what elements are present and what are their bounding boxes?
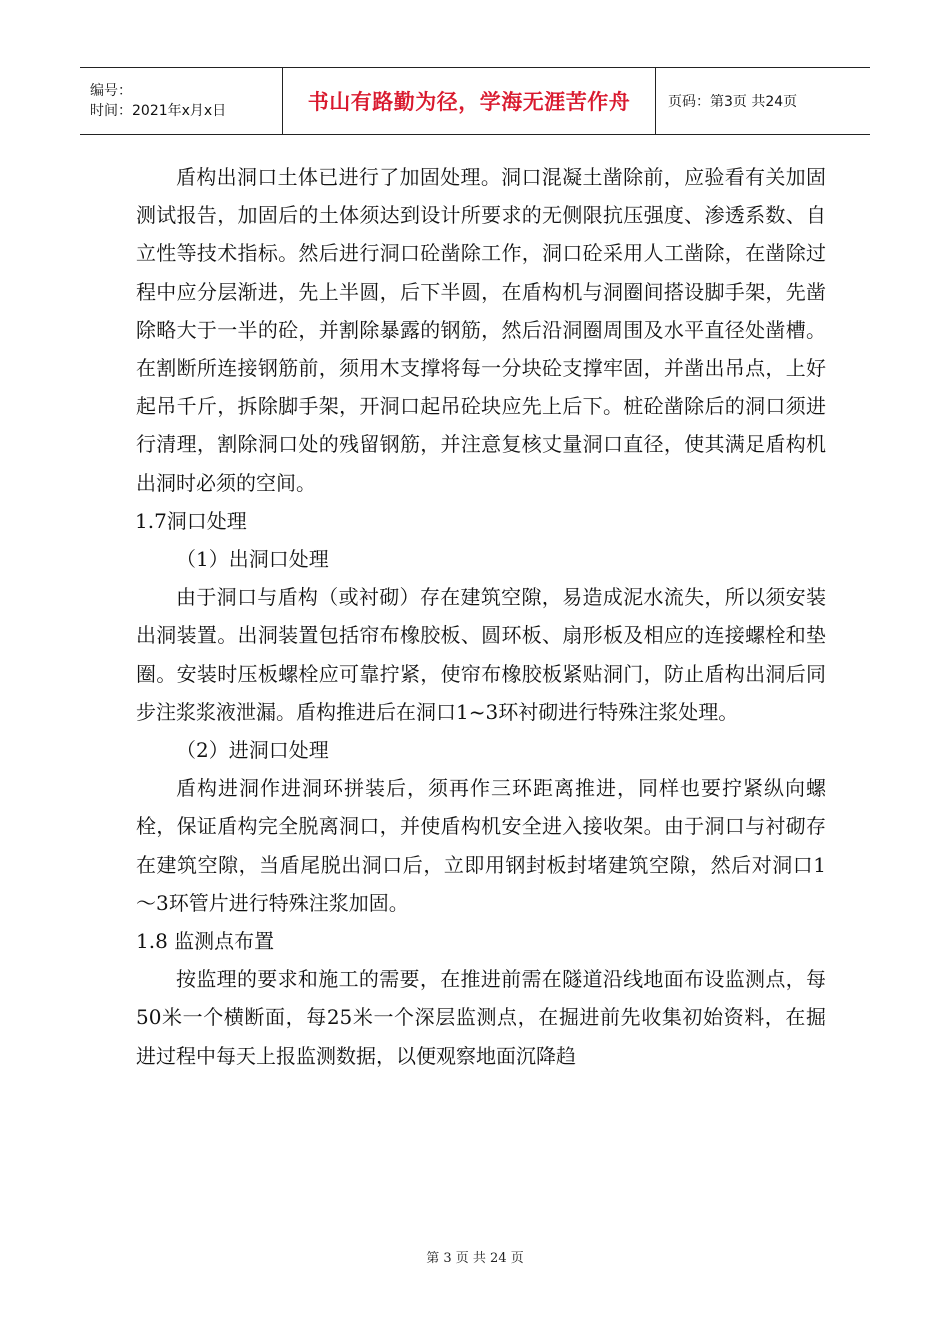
- header-meta: [80, 68, 283, 134]
- subsection-heading-exit: （1）出洞口处理: [176, 547, 329, 572]
- document-body: [136, 158, 826, 1075]
- paragraph-entry-process: 盾构进洞作进洞环拼装后，须再作三环距离推进，同样也要拧紧纵向螺栓，保证盾构完全脱离洞口，并使盾构机安全进入接收架。由于洞口与衬砌存在建筑空隙，当盾尾脱出洞口后，立即用钢封板封堵建筑空隙，然后对洞口1～3环管片进行特殊注浆加固。: [136, 776, 826, 915]
- section-heading-1-7: 1.7洞口处理: [135, 508, 247, 533]
- document-time: 时间：2021年x月x日: [90, 103, 227, 119]
- header-motto: 书山有路勤为径，学海无涯苦作舟: [283, 68, 656, 134]
- section-heading-1-8: 1.8 监测点布置: [136, 929, 275, 954]
- document-number-label: 编号：: [90, 83, 132, 99]
- paragraph-monitoring-points: 按监理的要求和施工的需要，在推进前需在隧道沿线地面布设监测点，每50米一个横断面，每25米一个深层监测点，在掘进前先收集初始资料，在掘进过程中每天上报监测数据，以便观察地面沉降趋: [136, 967, 826, 1068]
- header-page-info: 页码：第3页 共24页: [668, 94, 798, 110]
- subsection-heading-entry: （2）进洞口处理: [176, 738, 329, 763]
- page-header: [80, 67, 870, 135]
- paragraph-exit-device: 由于洞口与盾构（或衬砌）存在建筑空隙，易造成泥水流失，所以须安装出洞装置。出洞装置包括帘布橡胶板、圆环板、扇形板及相应的连接螺栓和垫圈。安装时压板螺栓应可靠拧紧，使帘布橡胶板紧贴洞门，防止盾构出洞后同步注浆浆液泄漏。盾构推进后在洞口1~3环衬砌进行特殊注浆处理。: [136, 585, 826, 724]
- page-footer: 第 3 页 共 24 页: [426, 1251, 524, 1266]
- paragraph-tunnel-exit-reinforcement: 盾构出洞口土体已进行了加固处理。洞口混凝土凿除前，应验看有关加固测试报告，加固后的土体须达到设计所要求的无侧限抗压强度、渗透系数、自立性等技术指标。然后进行洞口砼凿除工作，洞口砼采用人工凿除，在凿除过程中应分层渐进，先上半圆，后下半圆，在盾构机与洞圈间搭设脚手架，先凿除略大于一半的砼，并割除暴露的钢筋，然后沿洞圈周围及水平直径处凿槽。在割断所连接钢筋前，须用木支撑将每一分块砼支撑牢固，并凿出吊点，上好起吊千斤，拆除脚手架，开洞口起吊砼块应先上后下。桩砼凿除后的洞口须进行清理，割除洞口处的残留钢筋，并注意复核丈量洞口直径，使其满足盾构机出洞时必须的空间。: [136, 165, 826, 495]
